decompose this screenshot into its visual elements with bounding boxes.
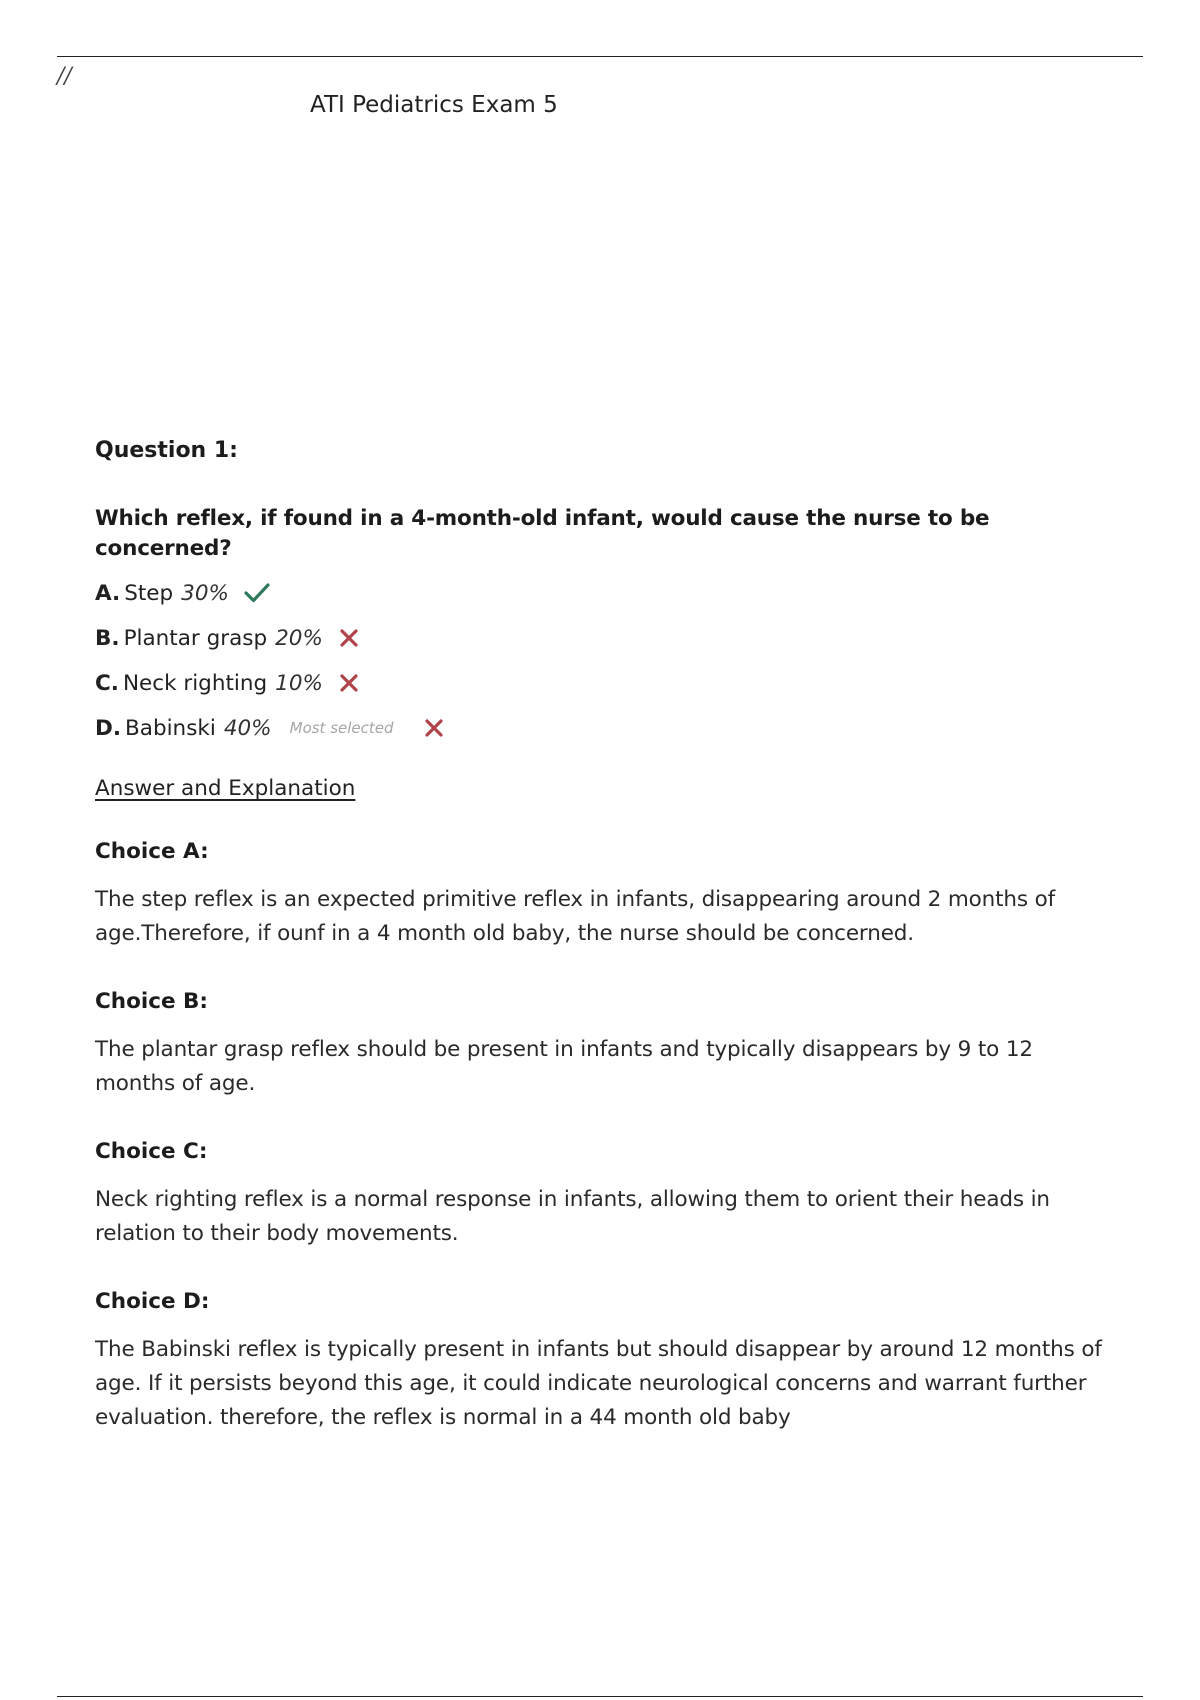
option-percent: 40%	[223, 715, 272, 741]
cross-icon	[420, 714, 448, 742]
option-text: Babinski	[125, 715, 216, 741]
option-percent: 20%	[275, 625, 323, 651]
option-percent: 10%	[275, 670, 323, 696]
choice-c-heading: Choice C:	[95, 1139, 208, 1164]
option-c	[95, 668, 1115, 698]
option-b	[95, 623, 1115, 653]
most-selected-badge: Most selected	[289, 719, 394, 737]
choice-c-explanation: Neck righting reflex is a normal response in infants, allowing them to orient their heads in relation to their body movements.	[95, 1187, 1050, 1246]
option-letter: A.	[95, 580, 121, 606]
option-letter: C.	[95, 670, 119, 696]
checkmark-icon	[243, 579, 271, 607]
option-letter: D.	[95, 715, 122, 741]
bottom-rule	[57, 1696, 1143, 1697]
top-rule	[57, 56, 1143, 57]
option-d	[95, 713, 1115, 743]
option-letter: B.	[95, 625, 120, 651]
option-percent: 30%	[181, 580, 229, 606]
choice-b-heading: Choice B:	[95, 989, 209, 1014]
option-text: Neck righting	[122, 670, 268, 696]
question-number: Question 1:	[95, 438, 238, 463]
option-text: Step	[124, 580, 174, 606]
choice-a-heading: Choice A:	[95, 839, 209, 864]
cross-icon	[335, 669, 363, 697]
question-stem: Which reflex, if found in a 4-month-old infant, would cause the nurse to be concerned?	[95, 506, 990, 561]
option-a	[95, 578, 1115, 608]
choice-b-explanation: The plantar grasp reflex should be present in infants and typically disappears by 9 to 12 months of age.	[95, 1037, 1033, 1096]
choice-d-explanation: The Babinski reflex is typically present in infants but should disappear by around 12 months of age. If it persists beyond this age, it could indicate neurological concerns and warrant further evaluation. therefore, the reflex is normal in a 44 month old baby	[95, 1337, 1102, 1430]
answer-options	[95, 578, 1115, 743]
document-title: ATI Pediatrics Exam 5	[310, 92, 558, 118]
option-text: Plantar grasp	[123, 625, 268, 651]
choice-d-heading: Choice D:	[95, 1289, 210, 1314]
cross-icon	[335, 624, 363, 652]
header-slashes: //	[57, 64, 72, 89]
choice-a-explanation: The step reflex is an expected primitive reflex in infants, disappearing around 2 months of age.Therefore, if ounf in a 4 month old baby, the nurse should be concerned.	[95, 887, 1056, 946]
answer-explanation-link[interactable]: Answer and Explanation	[95, 776, 356, 801]
question-block	[95, 438, 1115, 1435]
